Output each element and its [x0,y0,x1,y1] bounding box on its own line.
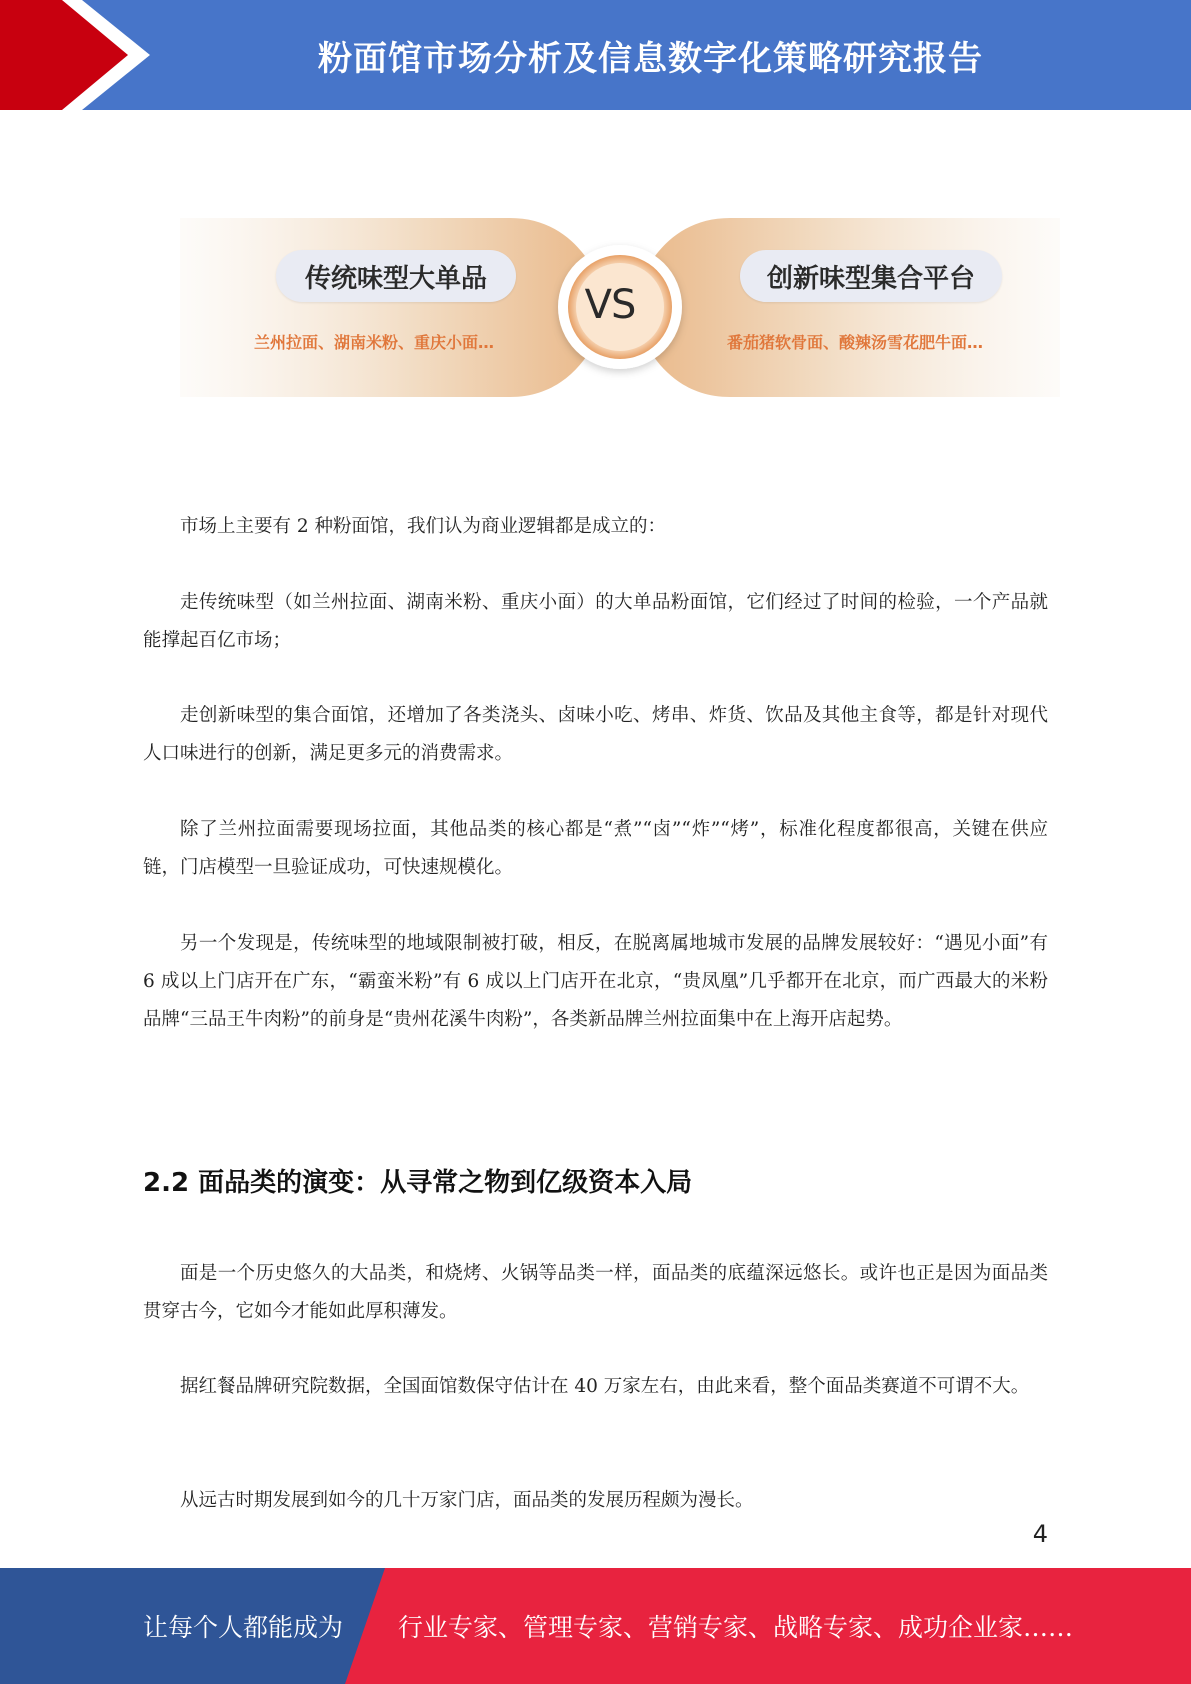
traditional-examples: 兰州拉面、湖南米粉、重庆小面… [254,333,495,352]
paragraph-3: 走创新味型的集合面馆，还增加了各类浇头、卤味小吃、烤串、炸货、饮品及其他主食等，都是针对现代人口味进行的创新，满足更多元的消费需求。 [143,705,1048,764]
paragraph-2: 走传统味型（如兰州拉面、湖南米粉、重庆小面）的大单品粉面馆，它们经过了时间的检验，一个产品就能撑起百亿市场； [143,592,1048,651]
comparison-infographic [180,215,1060,400]
footer-slogan-right: 行业专家、管理专家、营销专家、战略专家、成功企业家…… [398,1613,1074,1642]
section-heading: 2.2 面品类的演变：从寻常之物到亿级资本入局 [143,1168,693,1198]
page-footer [0,1568,1191,1684]
innovative-flavor-label: 创新味型集合平台 [740,250,1002,302]
paragraph-4: 除了兰州拉面需要现场拉面，其他品类的核心都是“煮”“卤”“炸”“烤”，标准化程度都很高，关键在供应链，门店模型一旦验证成功，可快速规模化。 [143,819,1048,878]
section-paragraph-3: 从远古时期发展到如今的几十万家门店，面品类的发展历程颇为漫长。 [180,1490,754,1511]
section-paragraph-1: 面是一个历史悠久的大品类，和烧烤、火锅等品类一样，面品类的底蕴深远悠长。或许也正是因为面品类贯穿古今，它如今才能如此厚积薄发。 [143,1263,1048,1322]
footer-slogan-left: 让每个人都能成为 [143,1613,344,1642]
traditional-flavor-label: 传统味型大单品 [276,250,516,302]
paragraph-5: 另一个发现是，传统味型的地域限制被打破，相反，在脱离属地城市发展的品牌发展较好：“遇见小面”有 6 成以上门店开在广东，“霸蛮米粉”有 6 成以上门店开在北京，“贵凤凰”几乎都开在北京，而广西最大的米粉品牌“三品王牛肉粉”的前身是“贵州花溪牛肉粉”，各类新品牌兰州拉面集中在上海开店起势。 [143,933,1048,1030]
vs-badge: VS [584,282,636,328]
innovative-examples: 番茄猪软骨面、酸辣汤雪花肥牛面… [727,333,984,352]
document-title: 粉面馆市场分析及信息数字化策略研究报告 [318,38,983,79]
page-number: 4 [1032,1520,1048,1548]
header-arrow-decoration [0,0,160,110]
paragraph-1: 市场上主要有 2 种粉面馆，我们认为商业逻辑都是成立的： [180,516,667,537]
section-paragraph-2: 据红餐品牌研究院数据，全国面馆数保守估计在 40 万家左右，由此来看，整个面品类赛道不可谓不大。 [180,1376,1030,1397]
page-header [0,0,1191,110]
